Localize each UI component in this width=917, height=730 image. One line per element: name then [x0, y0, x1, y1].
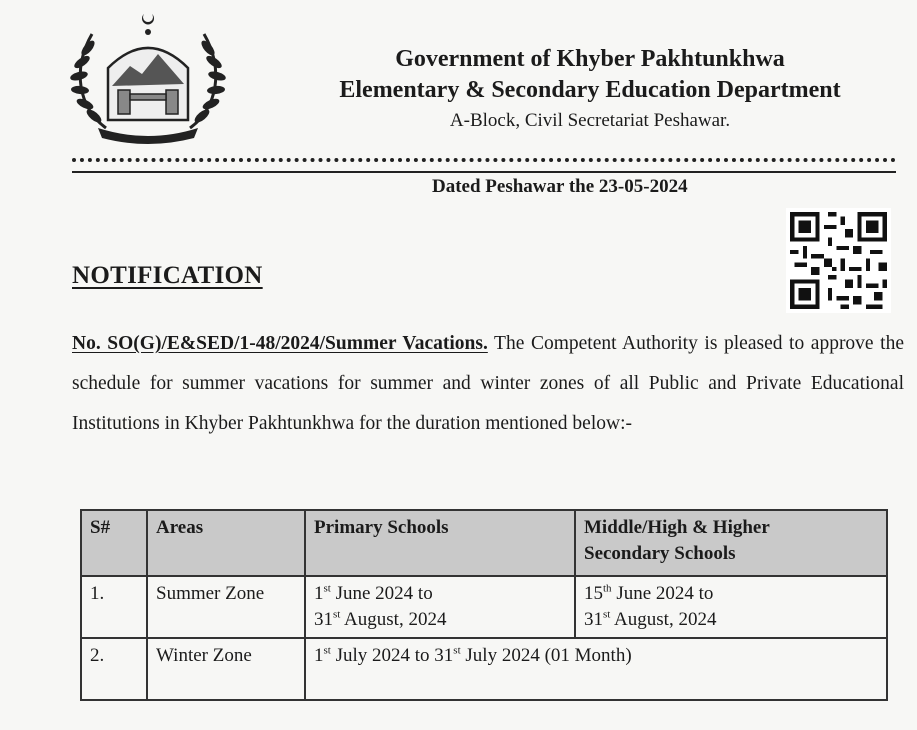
date-suffix: st: [453, 644, 461, 657]
header-middle-line1: Middle/High & Higher: [584, 517, 770, 538]
kp-government-emblem-icon: [58, 8, 238, 148]
vacation-schedule-table: [80, 509, 888, 701]
date-rest: June 2024 to: [611, 583, 714, 604]
body-text: The Competent Authority is pleased to approve the schedule for summer vacations for summer and winter zones of all Public and Private Educational Institutions in Khyber Pakhtunkhwa for the duration mentioned below:-: [72, 333, 904, 434]
table-row: [81, 638, 887, 700]
date-rest: August, 2024: [340, 609, 447, 630]
row-area: Summer Zone: [147, 576, 305, 638]
notification-body: [72, 324, 904, 444]
header-middle-high: [575, 510, 887, 576]
header-areas: Areas: [147, 510, 305, 576]
row-sno: 1.: [81, 576, 147, 638]
row-area: Winter Zone: [147, 638, 305, 700]
letterhead: [300, 44, 880, 136]
date-day: 15: [584, 583, 603, 604]
date-suffix: st: [603, 608, 611, 621]
department-address: A-Block, Civil Secretariat Peshawar.: [449, 110, 731, 131]
row-middle-dates: [575, 576, 887, 638]
date-rest: August, 2024: [610, 609, 717, 630]
department-name: Elementary & Secondary Education Department: [339, 77, 841, 103]
notification-title: NOTIFICATION: [72, 262, 263, 289]
qr-code-icon: [786, 208, 891, 313]
date-day: 1: [314, 645, 324, 666]
date-mid: July 2024 to 31: [330, 645, 454, 666]
date-suffix: st: [323, 644, 331, 657]
date-line: Dated Peshawar the 23-05-2024: [432, 176, 688, 197]
reference-number: No. SO(G)/E&SED/1-48/2024/Summer Vacations.: [72, 333, 488, 354]
solid-divider: [72, 171, 896, 173]
date-suffix: th: [603, 582, 612, 595]
date-rest: June 2024 to: [330, 583, 433, 604]
row-sno: 2.: [81, 638, 147, 700]
row-combined-dates: [305, 638, 887, 700]
date-rest: July 2024 (01 Month): [460, 645, 632, 666]
date-day: 1: [314, 583, 324, 604]
header-middle-line2: Secondary Schools: [584, 543, 736, 564]
header-primary: Primary Schools: [305, 510, 575, 576]
header-sno: S#: [81, 510, 147, 576]
date-day: 31: [314, 609, 333, 630]
date-suffix: st: [323, 582, 331, 595]
dotted-divider: [72, 158, 896, 170]
table-row: [81, 576, 887, 638]
row-primary-dates: [305, 576, 575, 638]
date-day: 31: [584, 609, 603, 630]
government-name: Government of Khyber Pakhtunkhwa: [395, 46, 785, 72]
table-header-row: [81, 510, 887, 576]
date-suffix: st: [333, 608, 341, 621]
